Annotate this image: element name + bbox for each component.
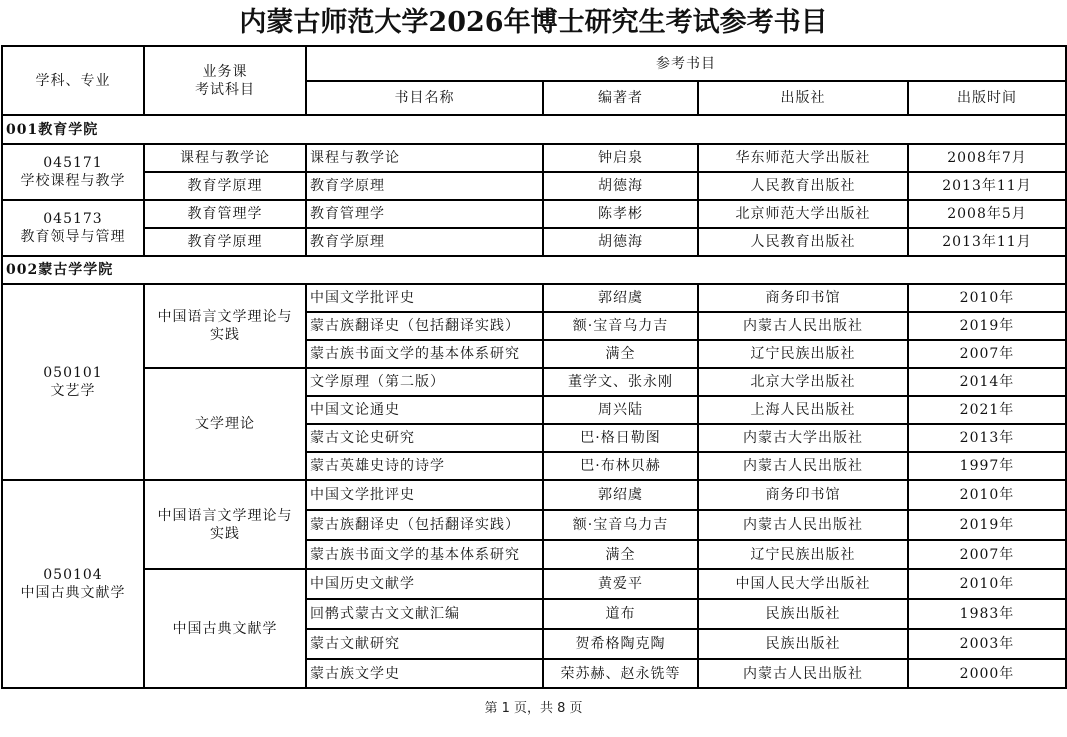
book-title: 中国文论通史 — [306, 396, 543, 424]
book-publisher: 北京师范大学出版社 — [698, 200, 908, 228]
book-author: 董学文、张永刚 — [543, 368, 698, 396]
major-cell — [2, 200, 144, 256]
book-author: 满全 — [543, 340, 698, 368]
table-row — [2, 200, 1066, 228]
book-publisher: 辽宁民族出版社 — [698, 340, 908, 368]
table-row — [2, 284, 1066, 312]
book-author: 郭绍虞 — [543, 480, 698, 510]
book-date: 2008年5月 — [908, 200, 1066, 228]
book-date: 2008年7月 — [908, 144, 1066, 172]
book-title: 蒙古族文学史 — [306, 659, 543, 688]
book-publisher: 北京大学出版社 — [698, 368, 908, 396]
book-publisher: 内蒙古人民出版社 — [698, 510, 908, 540]
book-date: 2010年 — [908, 569, 1066, 599]
book-title: 中国文学批评史 — [306, 284, 543, 312]
book-author: 郭绍虞 — [543, 284, 698, 312]
exam-subject: 教育管理学 — [144, 200, 306, 228]
exam-subject-line1: 中国语言文学理论与 — [157, 507, 293, 524]
header-exam-subject — [144, 46, 306, 115]
book-publisher: 商务印书馆 — [698, 480, 908, 510]
book-title: 蒙古族翻译史（包括翻译实践） — [306, 312, 543, 340]
book-title: 蒙古文献研究 — [306, 629, 543, 659]
book-publisher: 人民教育出版社 — [698, 228, 908, 256]
book-date: 2007年 — [908, 340, 1066, 368]
major-code: 045171 — [43, 155, 103, 171]
book-author: 周兴陆 — [543, 396, 698, 424]
book-title: 中国历史文献学 — [306, 569, 543, 599]
book-publisher: 内蒙古大学出版社 — [698, 424, 908, 452]
book-author: 巴·格日勒图 — [543, 424, 698, 452]
header-publisher: 出版社 — [698, 81, 908, 115]
book-author: 钟启泉 — [543, 144, 698, 172]
header-author: 编著者 — [543, 81, 698, 115]
exam-subject-line2: 实践 — [210, 525, 240, 542]
book-publisher: 内蒙古人民出版社 — [698, 452, 908, 480]
book-date: 2007年 — [908, 540, 1066, 569]
book-author: 胡德海 — [543, 228, 698, 256]
book-author: 贺希格陶克陶 — [543, 629, 698, 659]
book-title: 蒙古英雄史诗的诗学 — [306, 452, 543, 480]
header-discipline: 学科、专业 — [2, 46, 144, 115]
book-author: 道布 — [543, 599, 698, 629]
book-title: 中国文学批评史 — [306, 480, 543, 510]
table-row — [2, 144, 1066, 172]
major-cell — [2, 144, 144, 200]
book-publisher: 内蒙古人民出版社 — [698, 312, 908, 340]
book-date: 2019年 — [908, 510, 1066, 540]
table-row — [2, 368, 1066, 396]
book-author: 巴·布林贝赫 — [543, 452, 698, 480]
book-author: 荣苏赫、赵永铣等 — [543, 659, 698, 688]
table-row — [2, 480, 1066, 510]
major-name: 中国古典文献学 — [20, 585, 126, 601]
book-date: 2000年 — [908, 659, 1066, 688]
book-publisher: 民族出版社 — [698, 599, 908, 629]
book-date: 2013年 — [908, 424, 1066, 452]
book-title: 教育管理学 — [306, 200, 543, 228]
book-date: 2013年11月 — [908, 228, 1066, 256]
header-exam-subject-line2: 考试科目 — [195, 81, 255, 98]
book-author: 额·宝音乌力吉 — [543, 312, 698, 340]
book-author: 满全 — [543, 540, 698, 569]
page-indicator: 第 1 页，共 8 页 — [484, 701, 583, 716]
exam-subject: 教育学原理 — [144, 172, 306, 200]
book-date: 2013年11月 — [908, 172, 1066, 200]
book-publisher: 民族出版社 — [698, 629, 908, 659]
book-date: 2010年 — [908, 284, 1066, 312]
exam-subject: 中国古典文献学 — [144, 569, 306, 688]
major-cell — [2, 284, 144, 480]
header-book-title: 书目名称 — [306, 81, 543, 115]
book-publisher: 上海人民出版社 — [698, 396, 908, 424]
book-title: 文学原理（第二版） — [306, 368, 543, 396]
book-author: 胡德海 — [543, 172, 698, 200]
book-publisher: 商务印书馆 — [698, 284, 908, 312]
book-publisher: 辽宁民族出版社 — [698, 540, 908, 569]
major-code: 050104 — [43, 567, 103, 583]
exam-subject-line2: 实践 — [210, 327, 240, 343]
college-name: 001教育学院 — [2, 115, 1066, 144]
exam-subject-line1: 中国语言文学理论与 — [157, 309, 293, 325]
book-date: 2010年 — [908, 480, 1066, 510]
book-title: 课程与教学论 — [306, 144, 543, 172]
exam-subject: 文学理论 — [144, 368, 306, 480]
major-name: 文艺学 — [50, 383, 96, 399]
book-date: 1983年 — [908, 599, 1066, 629]
major-cell — [2, 480, 144, 688]
exam-subject — [144, 480, 306, 569]
book-date: 1997年 — [908, 452, 1066, 480]
book-publisher: 华东师范大学出版社 — [698, 144, 908, 172]
book-date: 2014年 — [908, 368, 1066, 396]
exam-subject — [144, 284, 306, 368]
book-author: 陈孝彬 — [543, 200, 698, 228]
book-title: 蒙古族翻译史（包括翻译实践） — [306, 510, 543, 540]
book-publisher: 中国人民大学出版社 — [698, 569, 908, 599]
book-author: 额·宝音乌力吉 — [543, 510, 698, 540]
table-row — [2, 172, 1066, 200]
exam-subject: 课程与教学论 — [144, 144, 306, 172]
college-row — [2, 256, 1066, 284]
major-code: 045173 — [43, 211, 103, 227]
exam-subject: 教育学原理 — [144, 228, 306, 256]
book-title: 教育学原理 — [306, 172, 543, 200]
book-publisher: 人民教育出版社 — [698, 172, 908, 200]
table-header-row — [2, 46, 1066, 81]
reference-books-table — [1, 45, 1067, 689]
college-row — [2, 115, 1066, 144]
book-date: 2019年 — [908, 312, 1066, 340]
major-code: 050101 — [43, 365, 103, 381]
header-pub-date: 出版时间 — [908, 81, 1066, 115]
major-name: 教育领导与管理 — [20, 229, 126, 245]
document-title: 内蒙古师范大学2026年博士研究生考试参考书目 — [239, 7, 828, 38]
book-title: 教育学原理 — [306, 228, 543, 256]
table-row — [2, 569, 1066, 599]
college-name: 002蒙古学学院 — [2, 256, 1066, 284]
book-publisher: 内蒙古人民出版社 — [698, 659, 908, 688]
book-date: 2021年 — [908, 396, 1066, 424]
book-author: 黄爱平 — [543, 569, 698, 599]
book-title: 蒙古族书面文学的基本体系研究 — [306, 340, 543, 368]
book-date: 2003年 — [908, 629, 1066, 659]
book-title: 蒙古文论史研究 — [306, 424, 543, 452]
header-exam-subject-line1: 业务课 — [202, 63, 248, 80]
book-title: 回鹘式蒙古文文献汇编 — [306, 599, 543, 629]
table-row — [2, 228, 1066, 256]
book-title: 蒙古族书面文学的基本体系研究 — [306, 540, 543, 569]
header-reference-books: 参考书目 — [306, 46, 1066, 81]
major-name: 学校课程与教学 — [20, 173, 126, 189]
